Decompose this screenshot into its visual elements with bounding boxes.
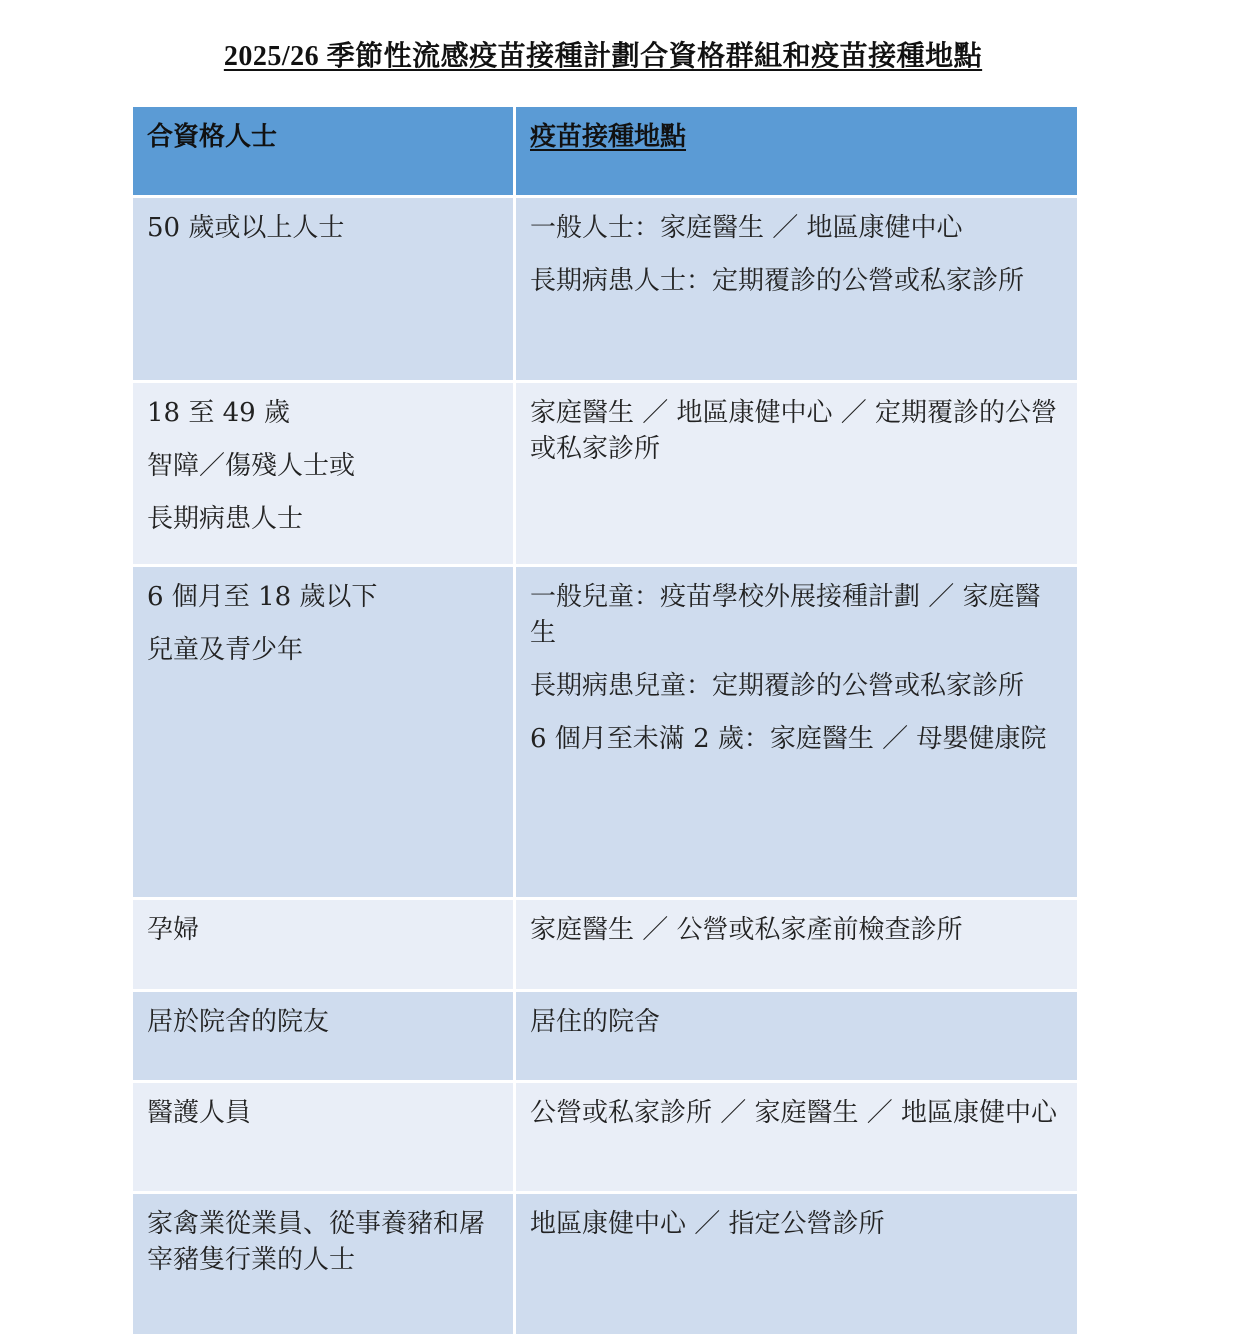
table-row (133, 567, 1077, 900)
eligible-text: 孕婦 (147, 915, 200, 945)
table-row (133, 992, 1077, 1083)
venue-cell (516, 992, 1077, 1080)
venue-text: 一般兒童：疫苗學校外展接種計劃 ／ 家庭醫生 (530, 582, 1041, 648)
venue-cell (516, 900, 1077, 989)
venue-cell (516, 567, 1077, 897)
venue-text: 居住的院舍 (530, 1007, 661, 1037)
eligible-text: 50 歲或以上人士 (147, 213, 345, 243)
eligible-cell (133, 198, 516, 380)
table-header-row (133, 107, 1077, 198)
eligible-text: 智障／傷殘人士或 (147, 451, 356, 481)
table-row (133, 1194, 1077, 1334)
column-header-eligible: 合資格人士 (133, 107, 516, 195)
eligible-text: 兒童及青少年 (147, 635, 304, 665)
venue-text: 家庭醫生 ／ 地區康健中心 ／ 定期覆診的公營或私家診所 (530, 398, 1058, 464)
eligible-text: 醫護人員 (147, 1098, 252, 1128)
table-row (133, 1083, 1077, 1194)
table-row (133, 900, 1077, 992)
column-header-venue: 疫苗接種地點 (516, 107, 1077, 195)
eligible-text: 6 個月至 18 歲以下 (147, 582, 378, 612)
venue-text: 家庭醫生 ／ 公營或私家產前檢查診所 (530, 915, 963, 945)
table-row (133, 383, 1077, 567)
venue-text: 地區康健中心 ／ 指定公營診所 (530, 1209, 885, 1239)
eligible-cell (133, 900, 516, 989)
venue-cell (516, 198, 1077, 380)
eligible-cell (133, 567, 516, 897)
venue-text: 一般人士：家庭醫生 ／ 地區康健中心 (530, 213, 963, 243)
eligible-cell (133, 992, 516, 1080)
eligible-text: 家禽業從業員、從事養豬和屠宰豬隻行業的人士 (147, 1209, 486, 1275)
eligible-cell (133, 1083, 516, 1191)
venue-text: 6 個月至未滿 2 歲：家庭醫生 ／ 母嬰健康院 (530, 724, 1047, 754)
page-title: 2025/26 季節性流感疫苗接種計劃合資格群組和疫苗接種地點 (223, 41, 983, 72)
eligibility-table (133, 107, 1077, 1334)
venue-cell (516, 1083, 1077, 1191)
eligible-text: 18 至 49 歲 (147, 398, 290, 428)
eligible-cell (133, 1194, 516, 1334)
eligible-text: 長期病患人士 (147, 504, 304, 534)
venue-cell (516, 383, 1077, 564)
venue-text: 長期病患人士：定期覆診的公營或私家診所 (530, 266, 1025, 296)
venue-cell (516, 1194, 1077, 1334)
table-row (133, 198, 1077, 383)
eligible-text: 居於院舍的院友 (147, 1007, 330, 1037)
eligible-cell (133, 383, 516, 564)
venue-text: 長期病患兒童：定期覆診的公營或私家診所 (530, 671, 1025, 701)
venue-text: 公營或私家診所 ／ 家庭醫生 ／ 地區康健中心 (530, 1098, 1058, 1128)
